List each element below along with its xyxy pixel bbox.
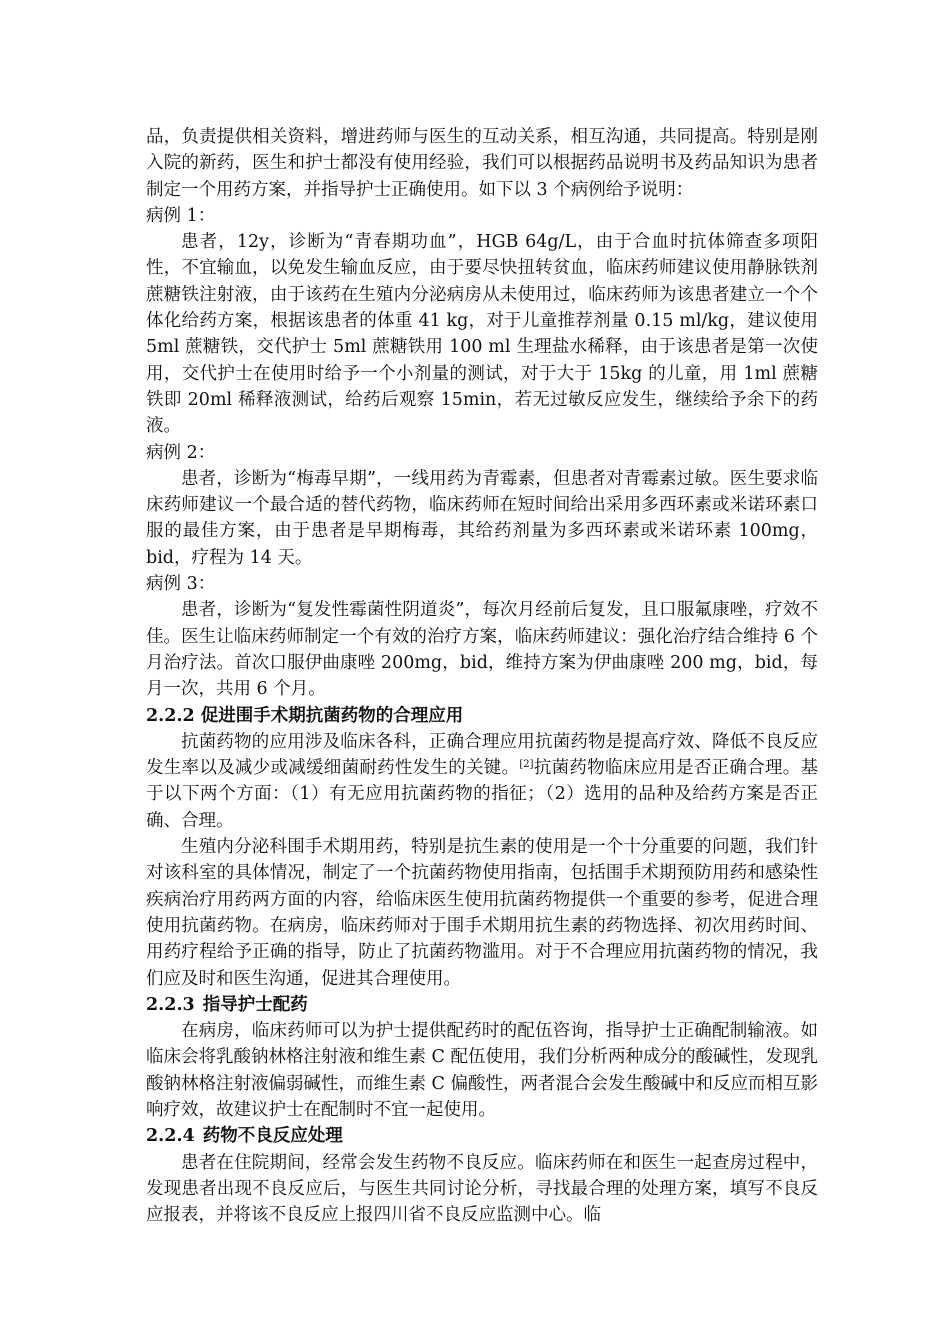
case-2-label: 病例 2：: [146, 442, 216, 463]
section-2-2-4-heading: [146, 1123, 818, 1149]
document-page: [146, 124, 818, 1228]
section-number: 2.2.4: [146, 1126, 195, 1147]
section-2-2-4-paragraph: 患者在住院期间，经常会发生药物不良反应。临床药师在和医生一起查房过程中，发现患者出现不良反应后，与医生共同讨论分析，寻找最合理的处理方案，填写不良反应报表，并将该不良反应上报四川省不良反应监测中心。临: [146, 1152, 818, 1226]
citation-ref: [2]: [519, 759, 534, 771]
section-2-2-2-text-b: 抗菌药物临床应用是否正确合理。基于以下两个方面：（1）有无应用抗菌药物的指征；（2）选用的品种及给药方案是否正确、合理。: [146, 758, 819, 831]
section-number: 2.2.3: [146, 994, 195, 1015]
section-2-2-2-paragraph-1: [146, 729, 818, 834]
case-1-paragraph: 患者，12y，诊断为“青春期功血”，HGB 64g/L，由于合血时抗体筛查多项阳性，不宜输血，以免发生输血反应，由于要尽快扭转贫血，临床药师建议使用静脉铁剂蔗糖铁注射液，由于该药在生殖内分泌病房从未使用过，临床药师为该患者建立一个个体化给药方案，根据该患者的体重 41 kg，对于儿童推荐剂量 0.15 ml/kg，建议使用 5ml 蔗糖铁，交代护士 5ml 蔗糖铁用 100 ml 生理盐水稀释，由于该患者是第一次使用，交代护士在使用时给予一个小剂量的测试，对于大于 15kg 的儿童，用 1ml 蔗糖铁即 20ml 稀释液测试，给药后观察 15min，若无过敏反应发生，继续给予余下的药液。: [146, 232, 818, 437]
section-2-2-2-text-a: 抗菌药物的应用涉及临床各科，正确合理应用抗菌药物是提高疗效、降低不良反应发生率以及减少或减缓细菌耐药性发生的关键。: [146, 731, 818, 779]
section-2-2-2-paragraph-2: 生殖内分泌科围手术期用药，特别是抗生素的使用是一个十分重要的问题，我们针对该科室的具体情况，制定了一个抗菌药物使用指南，包括围手术期预防用药和感染性疾病治疗用药两方面的内容，给临床医生使用抗菌药物提供一个重要的参考，促进合理使用抗菌药物。在病房，临床药师对于围手术期用抗生素的药物选择、初次用药时间、用药疗程给予正确的指导，防止了抗菌药物滥用。对于不合理应用抗菌药物的情况，我们应及时和医生沟通，促进其合理使用。: [146, 837, 818, 989]
section-2-2-3-paragraph: 在病房，临床药师可以为护士提供配药时的配伍咨询，指导护士正确配制输液。如临床会将乳酸钠林格注射液和维生素 C 配伍使用，我们分析两种成分的酸碱性，发现乳酸钠林格注射液偏弱碱性，而维生素 C 偏酸性，两者混合会发生酸碱中和反应而相互影响疗效，故建议护士在配制时不宜一起使用。: [146, 1021, 819, 1120]
case-1-label: 病例 1：: [146, 205, 216, 226]
section-2-2-3-heading: [146, 992, 818, 1018]
section-2-2-2-heading: 2.2.2 促进围手术期抗菌药物的合理应用: [146, 705, 464, 726]
case-3-paragraph: 患者，诊断为“复发性霉菌性阴道炎”，每次月经前后复发，且口服氟康唑，疗效不佳。医生让临床药师制定一个有效的治疗方案，临床药师建议：强化治疗结合维持 6 个月治疗法。首次口服伊曲康唑 200mg，bid，维持方案为伊曲康唑 200 mg，bid，每月一次，共用 6 个月。: [146, 600, 818, 700]
case-3-label: 病例 3：: [146, 574, 216, 595]
case-2-paragraph: 患者，诊断为“梅毒早期”，一线用药为青霉素，但患者对青霉素过敏。医生要求临床药师建议一个最合适的替代药物，临床药师在短时间给出采用多西环素或米诺环素口服的最佳方案，由于患者是早期梅毒，其给药剂量为多西环素或米诺环素 100mg，bid，疗程为 14 天。: [146, 468, 818, 568]
intro-paragraph: 品，负责提供相关资料，增进药师与医生的互动关系，相互沟通，共同提高。特别是刚入院的新药，医生和护士都没有使用经验，我们可以根据药品说明书及药品知识为患者制定一个用药方案，并指导护士正确使用。如下以 3 个病例给予说明：: [146, 127, 818, 200]
section-title: 指导护士配药: [202, 994, 308, 1015]
section-title: 药物不良反应处理: [202, 1126, 343, 1147]
